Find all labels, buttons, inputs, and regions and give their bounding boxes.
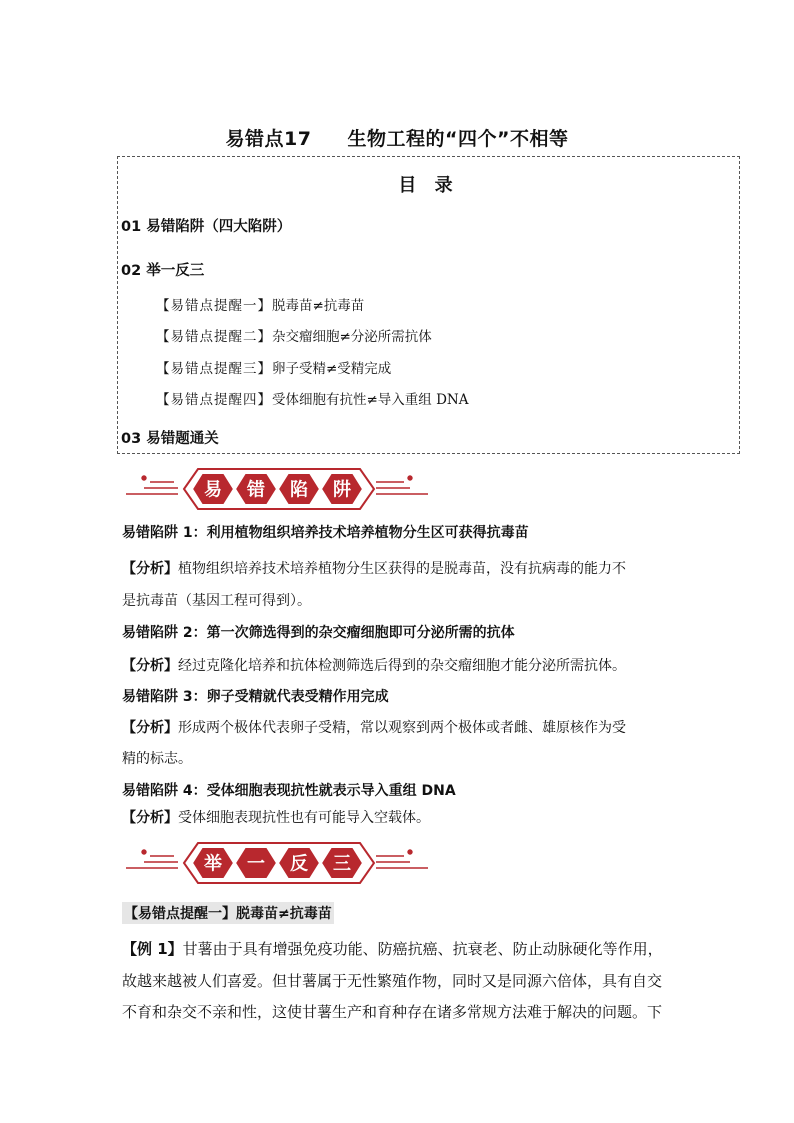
title-topic: 生物工程的“四个”不相等: [347, 128, 569, 150]
banner-examples-char-4: 三: [333, 853, 351, 875]
banner-examples-char-2: 一: [247, 853, 265, 875]
trap-4-analysis: 【分析】受体细胞表现抗性也有可能导入空载体。: [122, 810, 430, 826]
trap-3-heading: 易错陷阱 3：卵子受精就代表受精作用完成: [122, 689, 389, 705]
toc-section-3[interactable]: 03 易错题通关: [121, 431, 219, 447]
banner-examples-char-3: 反: [290, 853, 308, 875]
toc-item-3[interactable]: 【易错点提醒三】卵子受精≠受精完成: [156, 361, 392, 377]
page-title: [0, 124, 794, 151]
banner-examples: [122, 840, 432, 886]
trap-1-analysis-cont: 是抗毒苗（基因工程可得到）。: [122, 593, 311, 609]
trap-3-analysis-cont: 精的标志。: [122, 751, 192, 767]
example-1-line-1: 【例 1】甘薯由于具有增强免疫功能、防癌抗癌、抗衰老、防止动脉硬化等作用，: [122, 940, 663, 958]
example-1-line-3: 不育和杂交不亲和性，这使甘薯生产和育种存在诸多常规方法难于解决的问题。下: [122, 1003, 663, 1021]
trap-1-heading: 易错陷阱 1：利用植物组织培养技术培养植物分生区可获得抗毒苗: [122, 525, 529, 541]
toc-section-1[interactable]: 01 易错陷阱（四大陷阱）: [121, 219, 292, 235]
toc-item-2[interactable]: 【易错点提醒二】杂交瘤细胞≠分泌所需抗体: [156, 329, 432, 345]
banner-traps-char-4: 阱: [333, 479, 351, 501]
trap-3-analysis: 【分析】形成两个极体代表卵子受精，常以观察到两个极体或者雌、雄原核作为受: [122, 720, 626, 736]
table-of-contents: [117, 156, 740, 454]
banner-traps-char-2: 错: [247, 479, 265, 501]
reminder-1-heading: 【易错点提醒一】脱毒苗≠抗毒苗: [122, 902, 334, 924]
banner-traps-char-1: 易: [204, 479, 222, 501]
toc-section-2[interactable]: 02 举一反三: [121, 263, 205, 279]
toc-item-1[interactable]: 【易错点提醒一】脱毒苗≠抗毒苗: [156, 298, 365, 314]
example-1-line-2: 故越来越被人们喜爱。但甘薯属于无性繁殖作物，同时又是同源六倍体，具有自交: [122, 972, 663, 990]
banner-traps: [122, 466, 432, 512]
trap-1-analysis: 【分析】植物组织培养技术培养植物分生区获得的是脱毒苗，没有抗病毒的能力不: [122, 561, 626, 577]
trap-2-analysis: 【分析】经过克隆化培养和抗体检测筛选后得到的杂交瘤细胞才能分泌所需抗体。: [122, 658, 626, 674]
title-number: 易错点17: [225, 128, 312, 150]
trap-2-heading: 易错陷阱 2：第一次筛选得到的杂交瘤细胞即可分泌所需的抗体: [122, 625, 515, 641]
banner-traps-char-3: 陷: [290, 479, 308, 501]
toc-heading: 目 录: [398, 175, 459, 196]
toc-item-4[interactable]: 【易错点提醒四】受体细胞有抗性≠导入重组 DNA: [156, 392, 469, 408]
banner-examples-char-1: 举: [204, 853, 222, 875]
trap-4-heading: 易错陷阱 4：受体细胞表现抗性就表示导入重组 DNA: [122, 783, 456, 799]
